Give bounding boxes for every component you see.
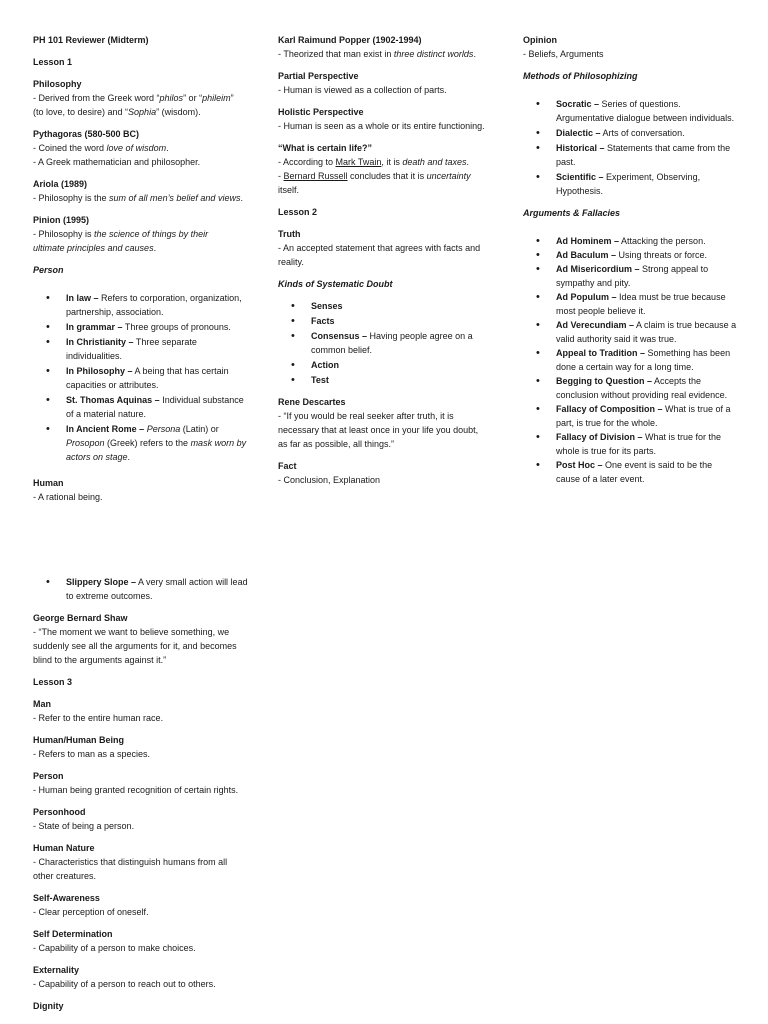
definition-entry: Person - Human being granted recognition of certain rights.: [33, 771, 239, 795]
list-item: • In law – Refers to corporation, organization, partnership, association.: [66, 291, 248, 319]
human-entry: Human - A rational being.: [33, 478, 103, 502]
column-1: [33, 33, 248, 512]
person-section-heading: Person: [33, 265, 64, 275]
list-item: • In grammar – Three groups of pronouns.: [66, 320, 248, 334]
lesson-2-heading: Lesson 2: [278, 207, 318, 217]
partial-perspective-entry: Partial Perspective - Human is viewed as a collection of parts.: [278, 71, 447, 95]
list-item: • Facts: [311, 314, 490, 328]
pinion-entry: Pinion (1995) - Philosophy is the science of things by their ultimate principles and causes.: [33, 215, 209, 253]
philosophy-entry: Philosophy - Derived from the Greek word “philos” or “phileim” (to love, to desire) and “Sophia” (wisdom).: [33, 79, 234, 117]
list-item: • Ad Populum – Idea must be true because most people believe it.: [556, 290, 738, 318]
opinion-entry: Opinion - Beliefs, Arguments: [523, 35, 604, 59]
list-item: • Slippery Slope – A very small action will lead to extreme outcomes.: [66, 575, 248, 603]
definition-entry: Self-Awareness - Clear perception of oneself.: [33, 893, 149, 917]
list-item: • Consensus – Having people agree on a common belief.: [311, 329, 490, 357]
list-item: • Test: [311, 373, 490, 387]
dignity-heading: Dignity: [33, 1001, 64, 1011]
fact-entry: Fact - Conclusion, Explanation: [278, 461, 381, 485]
list-item: • Ad Hominem – Attacking the person.: [556, 234, 738, 248]
list-item: • Dialectic – Arts of conversation.: [556, 126, 738, 140]
descartes-entry: Rene Descartes - “If you would be real seeker after truth, it is necessary that at least once in your life you doubt, as far as possible, all things.”: [278, 397, 479, 449]
list-item: • Scientific – Experiment, Observing, Hypothesis.: [556, 170, 738, 198]
list-item: • Fallacy of Composition – What is true of a part, is true for the whole.: [556, 402, 738, 430]
list-item: • Ad Verecundiam – A claim is true because a valid authority said it was true.: [556, 318, 738, 346]
definition-entry: Externality - Capability of a person to reach out to others.: [33, 965, 216, 989]
fallacies-heading: Arguments & Fallacies: [523, 208, 621, 218]
shaw-entry: George Bernard Shaw - “The moment we want to believe something, we suddenly see all the arguments for it, and becomes blind to the arguments against it.”: [33, 613, 237, 665]
fallacies-list: [523, 234, 738, 486]
pythagoras-entry: Pythagoras (580-500 BC) - Coined the word love of wisdom. - A Greek mathematician and philosopher.: [33, 129, 201, 167]
systematic-doubt-heading: Kinds of Systematic Doubt: [278, 279, 393, 289]
truth-entry: Truth - An accepted statement that agrees with facts and reality.: [278, 229, 481, 267]
list-item: • St. Thomas Aquinas – Individual substance of a material nature.: [66, 393, 248, 421]
ariola-entry: Ariola (1989) - Philosophy is the sum of all men’s belief and views.: [33, 179, 243, 203]
list-item: • In Philosophy – A being that has certain capacities or attributes.: [66, 364, 248, 392]
lesson-3-heading: Lesson 3: [33, 677, 73, 687]
list-item: • Fallacy of Division – What is true for the whole is true for its parts.: [556, 430, 738, 458]
definition-entry: Man - Refer to the entire human race.: [33, 699, 164, 723]
methods-list: [523, 97, 738, 198]
list-item: • Socratic – Series of questions. Argumentative dialogue between individuals.: [556, 97, 738, 125]
page-2-column: [33, 575, 248, 1013]
list-item: • Appeal to Tradition – Something has been done a certain way for a long time.: [556, 346, 738, 374]
definition-entry: Personhood - State of being a person.: [33, 807, 135, 831]
column-2: [278, 33, 490, 495]
certain-life-entry: “What is certain life?” - According to Mark Twain, it is death and taxes. - Bernard Russell concludes that it is uncertainty itself.: [278, 143, 471, 195]
column-3: [523, 33, 738, 494]
list-item: • Begging to Question – Accepts the conclusion without providing real evidence.: [556, 374, 738, 402]
popper-entry: Karl Raimund Popper (1902-1994) - Theorized that man exist in three distinct worlds.: [278, 35, 476, 59]
holistic-perspective-entry: Holistic Perspective - Human is seen as a whole or its entire functioning.: [278, 107, 485, 131]
definition-entry: Self Determination - Capability of a person to make choices.: [33, 929, 196, 953]
methods-heading: Methods of Philosophizing: [523, 71, 638, 81]
person-list: [33, 291, 248, 464]
list-item: • In Ancient Rome – Persona (Latin) or Prosopon (Greek) refers to the mask worn by actors on stage.: [66, 422, 248, 464]
list-item: • In Christianity – Three separate individualities.: [66, 335, 248, 363]
list-item: • Ad Baculum – Using threats or force.: [556, 248, 738, 262]
definition-entry: Human Nature - Characteristics that distinguish humans from all other creatures.: [33, 843, 228, 881]
list-item: • Action: [311, 358, 490, 372]
lesson-1-heading: Lesson 1: [33, 57, 73, 67]
slippery-slope-list: [33, 575, 248, 603]
document-title: PH 101 Reviewer (Midterm): [33, 35, 149, 45]
list-item: • Senses: [311, 299, 490, 313]
systematic-doubt-list: [278, 299, 490, 387]
list-item: • Historical – Statements that came from the past.: [556, 141, 738, 169]
definition-entry: Human/Human Being - Refers to man as a species.: [33, 735, 151, 759]
list-item: • Ad Misericordium – Strong appeal to sympathy and pity.: [556, 262, 738, 290]
list-item: • Post Hoc – One event is said to be the cause of a later event.: [556, 458, 738, 486]
